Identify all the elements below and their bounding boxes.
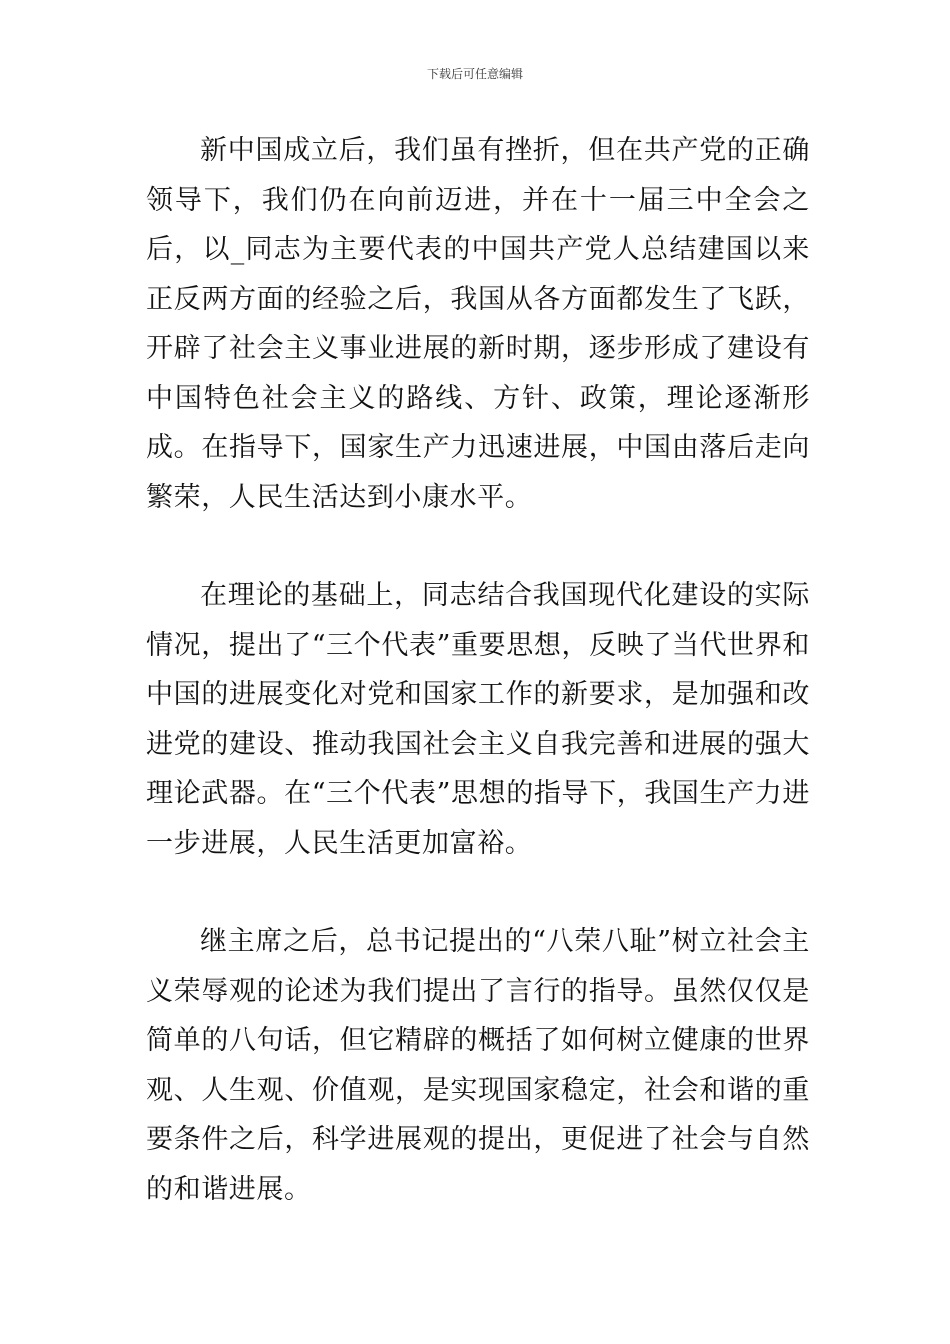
- document-body: [146, 126, 810, 1214]
- paragraph-3: 继主席之后，总书记提出的“八荣八耻”树立社会主义荣辱观的论述为我们提出了言行的指导。虽然仅仅是简单的八句话，但它精辟的概括了如何树立健康的世界观、人生观、价值观，是实现国家稳定，社会和谐的重要条件之后，科学进展观的提出，更促进了社会与自然的和谐进展。: [146, 926, 810, 1205]
- paragraph-2: 在理论的基础上，同志结合我国现代化建设的实际情况，提出了“三个代表”重要思想，反映了当代世界和中国的进展变化对党和国家工作的新要求，是加强和改进党的建设、推动我国社会主义自我完善和进展的强大理论武器。在“三个代表”思想的指导下，我国生产力进一步进展，人民生活更加富裕。: [146, 580, 810, 859]
- paragraph-1: 新中国成立后，我们虽有挫折，但在共产党的正确领导下，我们仍在向前迈进，并在十一届三中全会之后，以_同志为主要代表的中国共产党人总结建国以来正反两方面的经验之后，我国从各方面都发生了飞跃，开辟了社会主义事业进展的新时期，逐步形成了建设有中国特色社会主义的路线、方针、政策，理论逐渐形成。在指导下，国家生产力迅速进展，中国由落后走向繁荣，人民生活达到小康水平。: [146, 135, 810, 513]
- page-header-note: 下载后可任意编辑: [426, 67, 523, 81]
